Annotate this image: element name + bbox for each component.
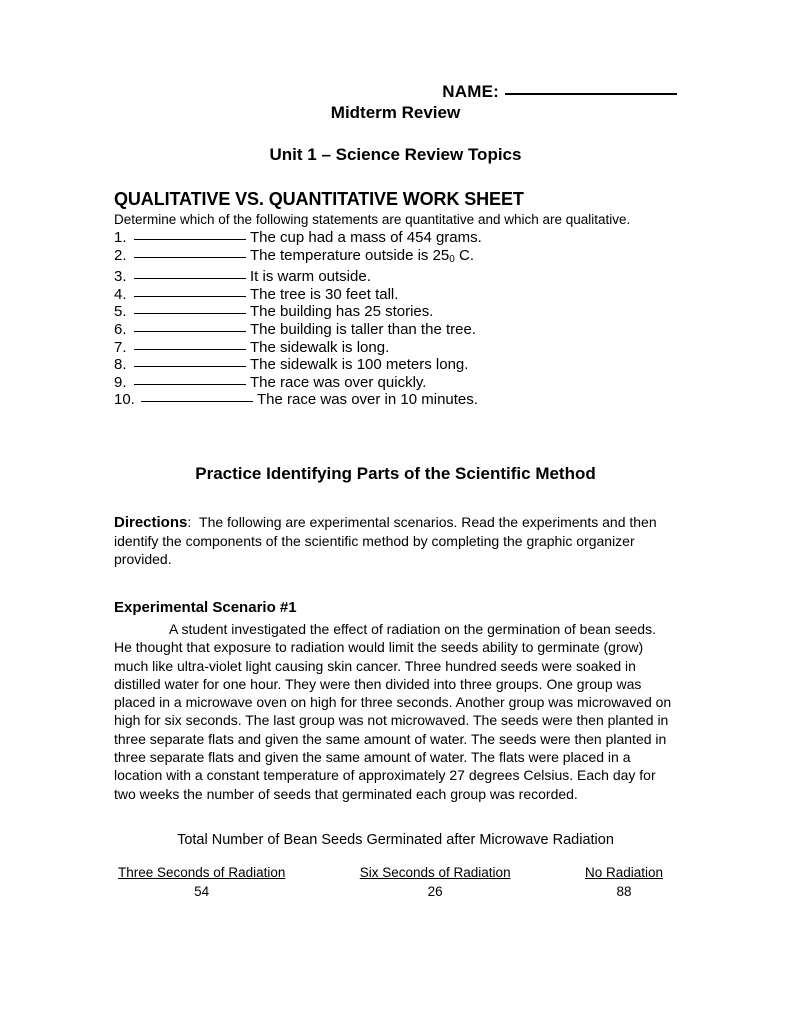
answer-blank[interactable] bbox=[134, 366, 246, 367]
worksheet-instructions: Determine which of the following statements are quantitative and which are qualitative. bbox=[114, 212, 631, 227]
item-number: 7. bbox=[114, 338, 127, 356]
answer-blank[interactable] bbox=[134, 313, 246, 314]
name-line bbox=[114, 82, 677, 102]
directions-label: Directions bbox=[114, 513, 188, 531]
item-number: 5. bbox=[114, 303, 127, 321]
list-item bbox=[114, 286, 677, 304]
list-item bbox=[114, 339, 677, 357]
item-text: The cup had a mass of 454 grams. bbox=[250, 229, 482, 246]
worksheet-heading: QUALITATIVE VS. QUANTITATIVE WORK SHEET bbox=[114, 189, 524, 209]
item-number: 9. bbox=[114, 373, 127, 391]
results-table bbox=[114, 864, 677, 901]
item-text: The building has 25 stories. bbox=[250, 303, 434, 321]
column-header: Three Seconds of Radiation bbox=[118, 864, 286, 880]
column-value: 26 bbox=[427, 883, 443, 899]
answer-blank[interactable] bbox=[134, 349, 246, 350]
column-header: Six Seconds of Radiation bbox=[359, 864, 511, 880]
item-number: 6. bbox=[114, 320, 127, 338]
answer-blank[interactable] bbox=[134, 278, 246, 279]
list-item bbox=[114, 247, 677, 269]
item-text: The building is taller than the tree. bbox=[250, 320, 476, 338]
list-item bbox=[114, 229, 677, 247]
directions-text: The following are experimental scenarios. Read the experiments and then identify the components of the scientific method by completing the graphic organizer provided. bbox=[114, 513, 657, 567]
item-text: The tree is 30 feet tall. bbox=[250, 285, 399, 303]
column-value: 54 bbox=[194, 883, 210, 899]
item-number: 3. bbox=[114, 268, 127, 286]
practice-section-title: Practice Identifying Parts of the Scientific Method bbox=[195, 463, 596, 483]
list-item bbox=[114, 374, 677, 392]
scenario-text: A student investigated the effect of radiation on the germination of bean seeds. He thought that exposure to radiation would limit the seeds ability to germinate (grow) much like ultra-violet light causing skin cancer. Three hundred seeds were soaked in distilled water for one hour. They were then divided into three groups. One group was placed in a microwave oven on high for three seconds. Another group was microwaved on high for six seconds. The last group was not microwaved. The seeds were then planted in three separate flats and given the same amount of water. The seeds were then planted in three separate flats and given the same amount of water. The flats were placed in a location with a constant temperature of approximately 27 degrees Celsius. Each day for two weeks the number of seeds that germinated each group was recorded. bbox=[114, 620, 672, 802]
answer-blank[interactable] bbox=[134, 331, 246, 332]
table-column bbox=[585, 864, 663, 901]
answer-blank[interactable] bbox=[134, 239, 246, 240]
item-text: It is warm outside. bbox=[250, 268, 371, 286]
list-item bbox=[114, 268, 677, 286]
page-title: Midterm Review bbox=[330, 103, 461, 122]
directions-colon: : bbox=[187, 513, 192, 530]
scenario-heading: Experimental Scenario #1 bbox=[114, 598, 297, 616]
item-number: 4. bbox=[114, 285, 127, 303]
table-column bbox=[360, 864, 511, 901]
results-table-title: Total Number of Bean Seeds Germinated after Microwave Radiation bbox=[177, 831, 614, 848]
item-number: 10. bbox=[114, 391, 135, 409]
answer-blank[interactable] bbox=[141, 401, 253, 402]
item-text-suffix: C. bbox=[454, 246, 475, 264]
statement-list bbox=[114, 229, 677, 409]
degree-symbol: 0 bbox=[449, 253, 455, 265]
answer-blank[interactable] bbox=[134, 296, 246, 297]
list-item bbox=[114, 356, 677, 374]
item-text: The sidewalk is 100 meters long. bbox=[250, 356, 469, 374]
table-column bbox=[118, 864, 285, 901]
list-item bbox=[114, 391, 677, 409]
list-item bbox=[114, 303, 677, 321]
answer-blank[interactable] bbox=[134, 257, 246, 258]
item-number: 1. bbox=[114, 229, 127, 246]
item-number: 8. bbox=[114, 356, 127, 374]
directions-paragraph bbox=[114, 513, 677, 568]
name-blank-field[interactable] bbox=[505, 93, 677, 95]
document-content bbox=[114, 82, 677, 901]
scenario-paragraph bbox=[114, 620, 677, 803]
item-text: The temperature outside is 25 bbox=[250, 246, 450, 264]
item-text: The race was over quickly. bbox=[250, 373, 427, 391]
column-value: 88 bbox=[616, 883, 632, 899]
item-text: The sidewalk is long. bbox=[250, 338, 390, 356]
column-header: No Radiation bbox=[584, 864, 663, 880]
answer-blank[interactable] bbox=[134, 384, 246, 385]
name-label: NAME: bbox=[442, 82, 499, 101]
unit-heading: Unit 1 – Science Review Topics bbox=[269, 145, 522, 164]
list-item bbox=[114, 321, 677, 339]
item-number: 2. bbox=[114, 246, 127, 264]
item-text: The race was over in 10 minutes. bbox=[257, 391, 478, 409]
